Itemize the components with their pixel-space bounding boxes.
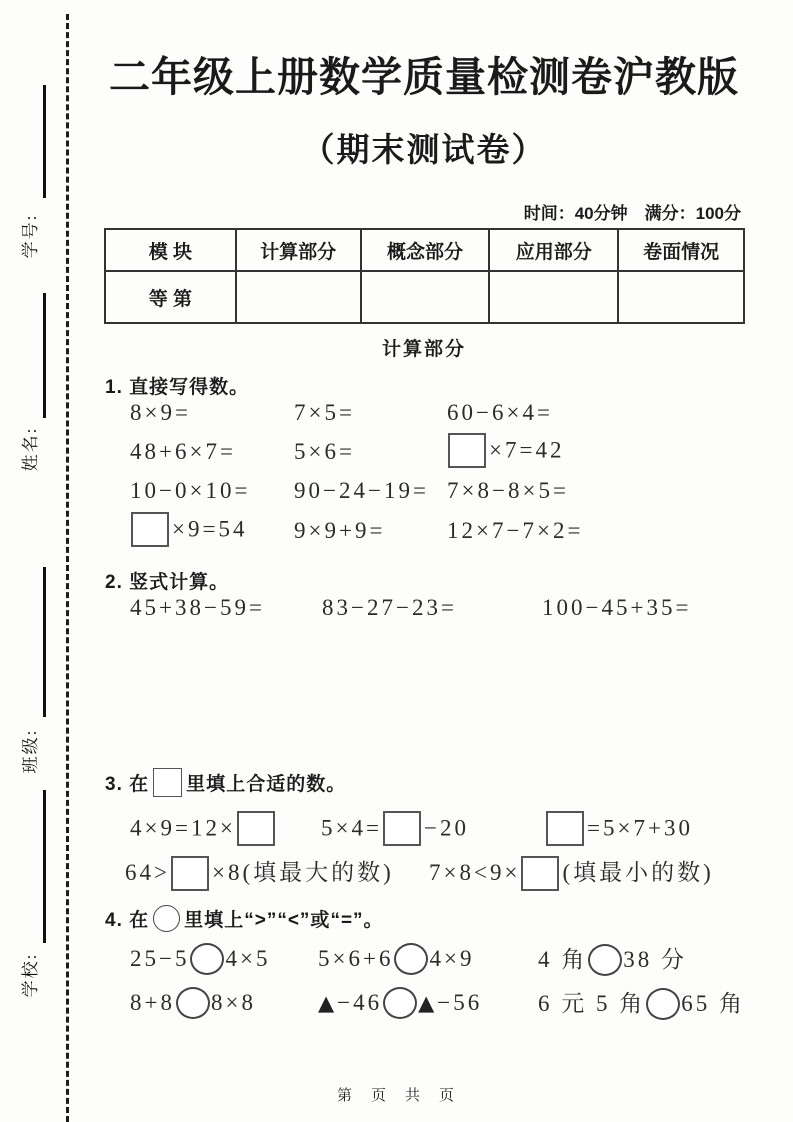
q2-heading: 2. 竖式计算。	[105, 571, 230, 593]
answer-box[interactable]	[448, 433, 486, 468]
q4-row-1	[130, 940, 687, 980]
q1-row-4	[130, 511, 583, 551]
compare-circle[interactable]	[153, 905, 180, 932]
math-expression: 9×9+9=	[294, 518, 386, 543]
math-expression: ×7=42	[447, 433, 564, 471]
triangle-symbol: ▲	[318, 990, 338, 1015]
score-header-concept: 概念部分	[361, 229, 490, 271]
answer-box[interactable]	[383, 811, 421, 846]
answer-box[interactable]	[131, 512, 169, 547]
answer-box[interactable]	[171, 856, 209, 891]
math-expression: 48+6×7=	[130, 439, 236, 464]
q4-row-2	[130, 984, 745, 1024]
q2-row	[130, 588, 691, 628]
math-expression: =5×7+30	[545, 811, 693, 849]
score-table-grade-row	[105, 271, 744, 323]
math-expression: 5×6=	[294, 439, 355, 464]
q3-heading: 3. 在 里填上合适的数。	[105, 764, 346, 800]
margin-writing-line	[43, 567, 46, 717]
q1-heading: 1. 直接写得数。	[105, 376, 250, 398]
score-header-calculation: 计算部分	[236, 229, 361, 271]
math-expression: 4×9=12×	[130, 811, 321, 849]
math-expression: 83−27−23=	[322, 595, 457, 620]
triangle-symbol: ▲	[418, 990, 438, 1015]
math-expression: 5×6+6 4×9	[318, 943, 538, 978]
q3-row-1	[130, 810, 693, 850]
page-number-footer: 第 页 共 页	[336, 1087, 456, 1104]
compare-circle[interactable]	[190, 943, 224, 975]
grade-row-label: 等 第	[105, 271, 236, 323]
margin-label-student-name: 姓名:	[20, 426, 40, 472]
compare-circle[interactable]	[383, 987, 417, 1019]
paper-content	[103, 0, 745, 1122]
answer-box[interactable]	[153, 768, 182, 797]
math-expression: 100−45+35=	[542, 595, 692, 620]
math-expression: 12×7−7×2=	[447, 518, 584, 543]
margin-writing-line	[43, 790, 46, 943]
q1-row-3	[130, 471, 569, 511]
math-expression: ▲−46 ▲−56	[318, 987, 538, 1022]
score-table-header-row	[105, 229, 744, 271]
math-expression: 10−0×10=	[130, 478, 251, 503]
margin-writing-line	[43, 85, 46, 198]
math-expression: 90−24−19=	[294, 478, 429, 503]
score-header-module: 模 块	[105, 229, 236, 271]
math-expression: 7×8−8×5=	[447, 478, 569, 503]
math-expression: 6 元 5 角 65 角	[538, 985, 745, 1023]
math-expression: 8×9=	[130, 400, 191, 425]
math-expression: 4 角 38 分	[538, 941, 687, 979]
math-expression: 5×4= −20	[321, 811, 545, 849]
math-expression: 7×5=	[294, 400, 355, 425]
score-header-application: 应用部分	[489, 229, 618, 271]
math-expression: 8+8 8×8	[130, 987, 318, 1022]
compare-circle[interactable]	[394, 943, 428, 975]
grade-cell-concept[interactable]	[361, 271, 490, 323]
section-title-calculation: 计算部分	[381, 339, 466, 360]
grade-cell-presentation[interactable]	[618, 271, 744, 323]
margin-label-school: 学校:	[20, 952, 40, 998]
q1-row-1	[130, 393, 553, 433]
math-expression: 25−5 4×5	[130, 943, 318, 978]
q3-row-2	[125, 854, 714, 894]
answer-box[interactable]	[546, 811, 584, 846]
compare-circle[interactable]	[176, 987, 210, 1019]
exam-time-score-info: 时间：40分钟 满分：100分	[523, 204, 741, 223]
margin-label-class: 班级:	[20, 728, 40, 774]
math-expression: ×9=54	[130, 512, 294, 550]
seal-dashed-line	[66, 14, 69, 1122]
q1-row-2	[130, 432, 564, 472]
score-header-presentation: 卷面情况	[618, 229, 744, 271]
math-expression: 60−6×4=	[447, 400, 553, 425]
q4-heading: 4. 在 里填上“>”“<”或“=”。	[105, 900, 384, 936]
answer-box[interactable]	[237, 811, 275, 846]
math-expression: 64> ×8(填最大的数)	[125, 854, 429, 894]
answer-box[interactable]	[521, 856, 559, 891]
page-subtitle: （期末测试卷）	[301, 131, 547, 168]
grade-cell-calculation[interactable]	[236, 271, 361, 323]
compare-circle[interactable]	[588, 944, 622, 976]
grade-cell-application[interactable]	[489, 271, 618, 323]
margin-writing-line	[43, 293, 46, 418]
math-expression: 45+38−59=	[130, 595, 265, 620]
page-title: 二年级上册数学质量检测卷沪教版	[109, 54, 739, 100]
math-expression: 7×8<9× (填最小的数)	[429, 854, 714, 894]
margin-label-student-id: 学号:	[20, 213, 40, 259]
score-table	[104, 228, 745, 324]
compare-circle[interactable]	[646, 988, 680, 1020]
